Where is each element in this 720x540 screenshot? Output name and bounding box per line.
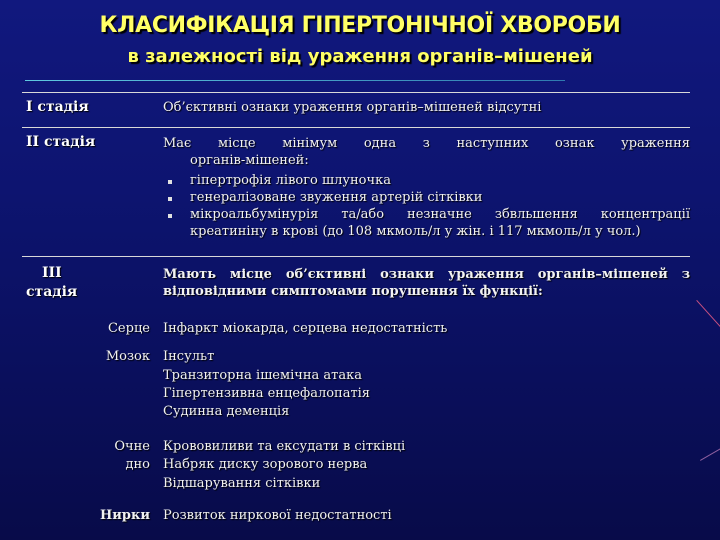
decorative-stroke bbox=[700, 445, 720, 461]
decorative-stroke bbox=[696, 300, 720, 330]
slide-title: КЛАСИФІКАЦІЯ ГІПЕРТОНІЧНОЇ ХВОРОБИ bbox=[99, 13, 621, 38]
bullet-marker bbox=[168, 197, 172, 201]
organ-fundus-item: Крововиливи та ексудати в сітківці bbox=[163, 439, 406, 454]
organ-fundus-label-line2: дно bbox=[125, 457, 150, 472]
table-top-rule bbox=[22, 92, 690, 93]
organ-fundus-item: Набряк диску зорового нерва bbox=[163, 457, 368, 472]
stage-1-description: Об’єктивні ознаки ураження органів–мішеней відсутні bbox=[163, 100, 542, 115]
stage-3-label-line2: стадія bbox=[26, 284, 78, 300]
stage-2-label: ІІ стадія bbox=[26, 134, 96, 150]
stage-2-bullet-3-line1: мікроальбумінурія та/або незначне збвльшення концентрації bbox=[190, 207, 690, 222]
stage-3-intro-line1: Мають місце об’єктивні ознаки ураження органів–мішеней з bbox=[163, 267, 690, 282]
stage-3-label-line1: ІІІ bbox=[42, 265, 62, 281]
organ-brain-item: Інсульт bbox=[163, 349, 215, 364]
title-underline bbox=[25, 80, 565, 81]
organ-brain-label: Мозок bbox=[105, 349, 150, 364]
organ-fundus-label-line1: Очне bbox=[114, 439, 150, 454]
stage-2-bullet-3-line2: креатиніну в крові (до 108 мкмоль/л у жін. і 117 мкмоль/л у чол.) bbox=[190, 224, 641, 239]
organ-brain-item: Гіпертензивна енцефалопатія bbox=[163, 386, 371, 401]
organ-brain-item: Судинна деменція bbox=[163, 404, 290, 419]
organ-brain-item: Транзиторна ішемічна атака bbox=[163, 368, 362, 383]
stage-2-bullet-1: гіпертрофія лівого шлуночка bbox=[190, 173, 391, 188]
stage-3-top-rule bbox=[22, 256, 690, 257]
slide-subtitle: в залежності від ураження органів–мішеней bbox=[127, 46, 593, 67]
organ-fundus-item: Відшарування сітківки bbox=[163, 476, 321, 491]
organ-heart-label: Серце bbox=[107, 321, 150, 336]
organ-heart-item: Інфаркт міокарда, серцева недостатність bbox=[163, 321, 448, 336]
organ-kidneys-item: Розвиток ниркової недостатності bbox=[163, 508, 392, 523]
stage-1-label: І стадія bbox=[26, 99, 89, 115]
stage-2-intro-line1: Має місце мінімум одна з наступних ознак ураження bbox=[163, 136, 690, 151]
bullet-marker bbox=[168, 180, 172, 184]
stage-2-bullet-2: генералізоване звуження артерій сітківки bbox=[190, 190, 483, 205]
stage-2-intro-line2: органів-мішеней: bbox=[190, 153, 309, 168]
bullet-marker bbox=[168, 214, 172, 218]
stage-3-intro-line2: відповідними симптомами порушення їх функції: bbox=[163, 284, 543, 299]
stage-2-top-rule bbox=[22, 127, 690, 128]
organ-kidneys-label: Нирки bbox=[99, 508, 150, 523]
